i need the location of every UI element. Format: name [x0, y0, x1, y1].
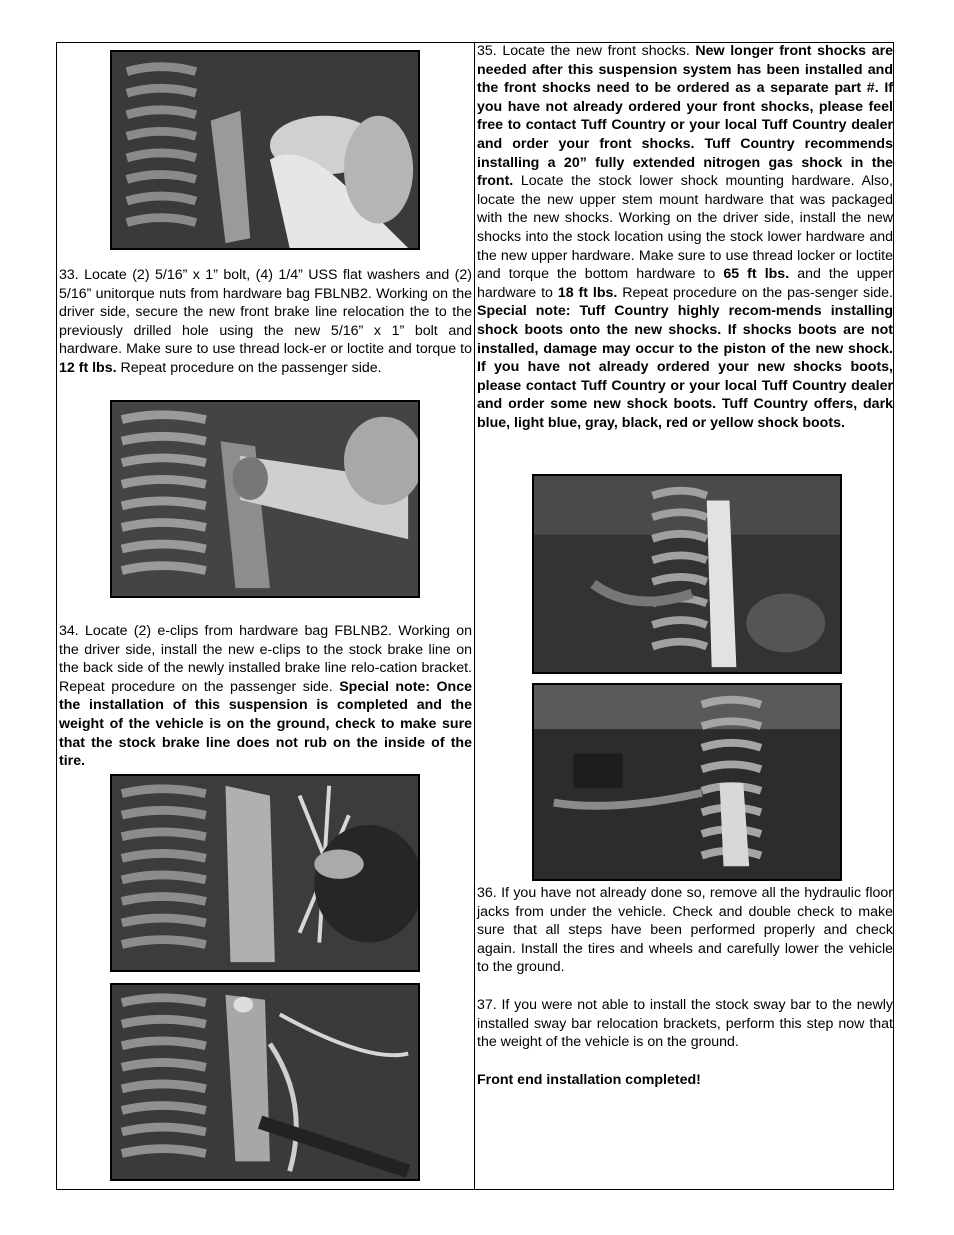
- step-35-part-g: Repeat procedure on the pas-senger side.: [617, 284, 893, 301]
- step-35-part-a: 35. Locate the new front shocks.: [477, 43, 696, 59]
- step-37-body: 37. If you were not able to install the stock sway bar to the newly installed sway bar relocation brackets, perform this step now that the weight of the vehicle is on the ground.: [477, 997, 893, 1051]
- step-36-body: 36. If you have not already done so, remove all the hydraulic floor jacks from under the vehicle. Check and double check to make sure that all steps have been performed properly and check again. Install the tires and wheels and carefully lower the vehicle to the ground.: [477, 885, 893, 976]
- photo-drill-bracket: [110, 50, 420, 250]
- step-36-text: [477, 884, 893, 977]
- step-35-torque-upper: 18 ft lbs.: [557, 284, 618, 301]
- step-33-torque: 12 ft lbs.: [59, 359, 117, 376]
- step-35-shock-note: New longer front shocks are needed after this suspension system has been installed and the front shocks need to be ordered as a separate part #. If you have not already ordered your front shocks, please feel free to contact Tuff Country or your local Tuff Country dealer and order your front shocks. Tuff Country recommends installing a 20” fully extended nitrogen gas shock in the front.: [477, 43, 893, 190]
- step-35-torque-bottom: 65 ft lbs.: [723, 266, 790, 283]
- photo-shock-driver: [532, 474, 842, 674]
- step-35-part-c: Locate the stock lower shock mounting hardware. Also, locate the new upper stem mount hardware that was packaged with the new shocks. Working on the driver side, install the new shocks into the stock location using the stock lower hardware and the new upper hardware. Make sure to use thread locker or loctite and torque the bottom hardware to: [477, 173, 893, 283]
- completion-text: Front end installation completed!: [477, 1072, 701, 1088]
- column-divider: [474, 42, 475, 1190]
- photo-shock-passenger: [532, 683, 842, 881]
- step-34-text: [59, 622, 472, 771]
- step-34-special-note: Special note: Once the installation of this suspension is completed and the weight of the vehicle is on the ground, check to make sure that the stock brake line does not rub on the inside of the tire.: [59, 678, 472, 770]
- step-35-special-note: Special note: Tuff Country highly recom-mends installing shock boots onto the new shocks. If shocks boots are not installed, damage may occur to the piston of the new shock. If you have not already ordered your new shocks boots, please contact Tuff Country or your local Tuff Country dealer and order some new shock boots. Tuff Country offers, dark blue, light blue, gray, black, red or yellow shock boots.: [477, 303, 893, 431]
- photo-eclip-installed: [110, 983, 420, 1181]
- step-37-text: [477, 996, 893, 1052]
- step-35-part-e: and the upper hardware to: [477, 266, 893, 301]
- step-35-text: [477, 42, 893, 432]
- step-33-part-c: Repeat procedure on the passenger side.: [116, 359, 382, 376]
- step-33-text: [59, 266, 472, 378]
- photo-torque-bolt: [110, 400, 420, 598]
- step-33-part-a: 33. Locate (2) 5/16” x 1” bolt, (4) 1/4” USS flat washers and (2) 5/16” unitorque nuts from hardware bag FBLNB2. Working on the driver side, secure the new front brake line relocation the to the previously drilled hole using the new 5/16” x 1” bolt and hardware. Make sure to use thread lock-er or loctite and torque to: [59, 267, 472, 358]
- step-34-part-a: 34. Locate (2) e-clips from hardware bag FBLNB2. Working on the driver side, install the new e-clips to the stock brake line on the back side of the newly installed brake line relo-cation bracket. Repeat procedure on the passenger side.: [59, 623, 472, 695]
- completion-note: [477, 1071, 893, 1090]
- photo-eclip-install: [110, 774, 420, 972]
